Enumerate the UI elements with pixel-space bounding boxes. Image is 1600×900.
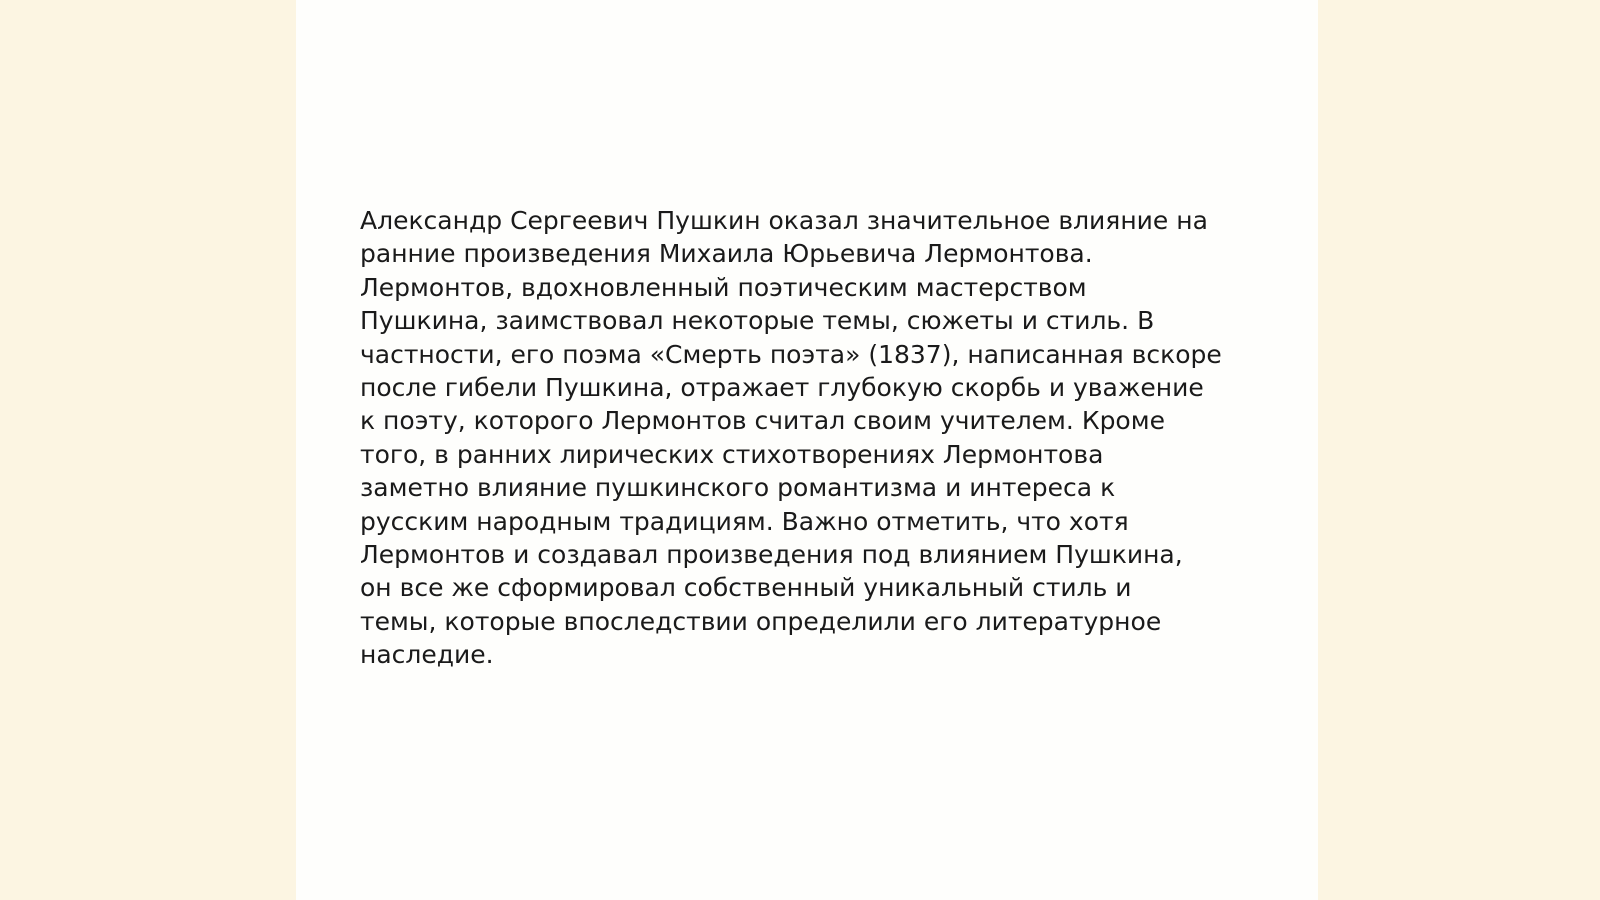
right-margin-background xyxy=(1318,0,1600,900)
slide-panel xyxy=(296,0,1318,900)
left-margin-background xyxy=(0,0,296,900)
slide-body-text: Александр Сергеевич Пушкин оказал значительное влияние на ранние произведения Михаила Юрьевича Лермонтова. Лермонтов, вдохновленный поэтическим мастерством Пушкина, заимствовал некоторые темы, сюжеты и стиль. В частности, его поэма «Смерть поэта» (1837), написанная вскоре после гибели Пушкина, отражает глубокую скорбь и уважение к поэту, которого Лермонтов считал своим учителем. Кроме того, в ранних лирических стихотворениях Лермонтова заметно влияние пушкинского романтизма и интереса к русским народным традициям. Важно отметить, что хотя Лермонтов и создавал произведения под влиянием Пушкина, он все же сформировал собственный уникальный стиль и темы, которые впоследствии определили его литературное наследие. xyxy=(360,206,1222,670)
